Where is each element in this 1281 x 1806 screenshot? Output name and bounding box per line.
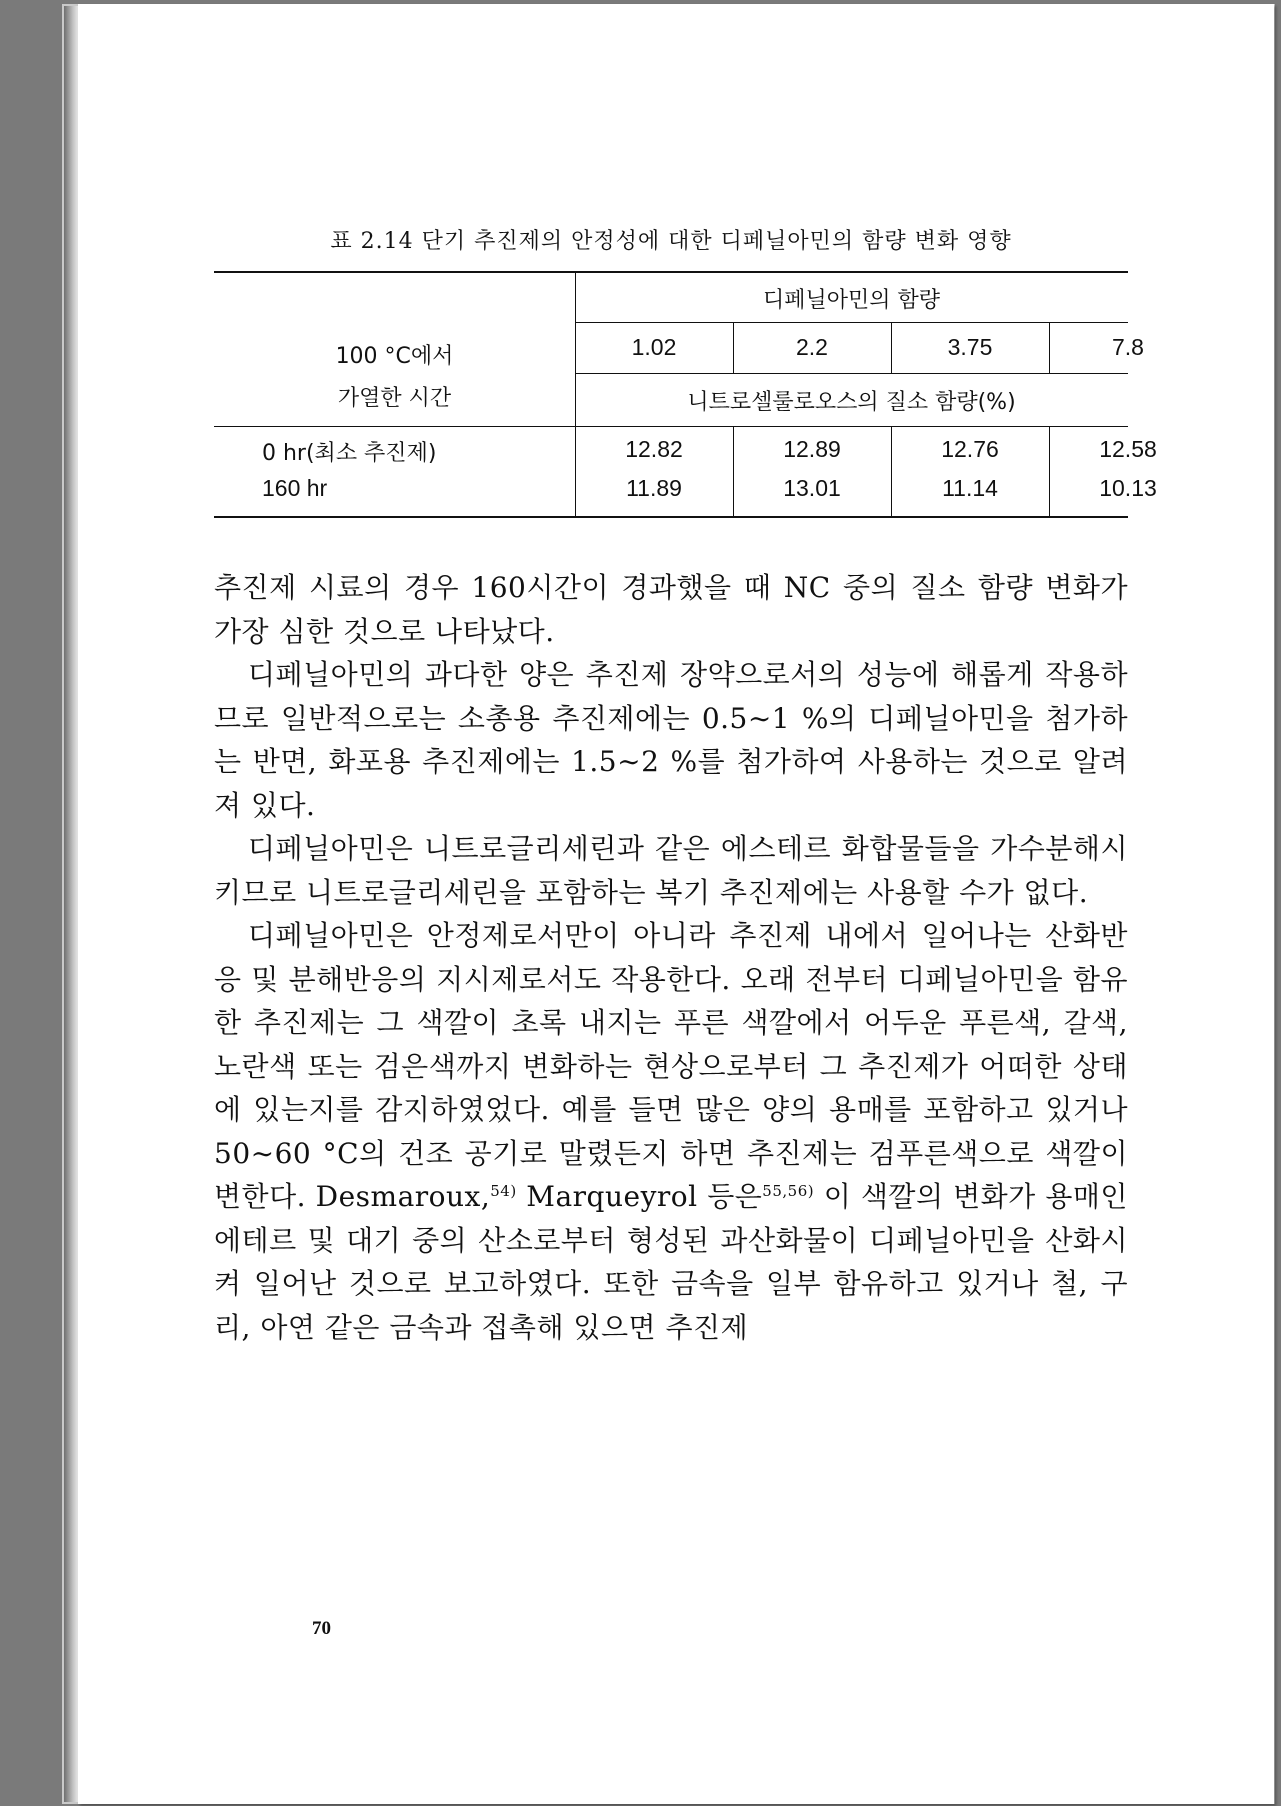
paragraph-text: Marqueyrol 등은 (516, 1180, 763, 1213)
table-rule (575, 373, 1128, 374)
row-header-line2: 가열한 시간 (337, 386, 452, 411)
table-cell: 11.89 (626, 475, 682, 501)
page-number: 70 (312, 1618, 331, 1639)
table-top-rule (214, 271, 1128, 273)
table-cell: 13.01 (783, 475, 841, 501)
book-page (78, 4, 1274, 1804)
paragraph-text: 디페닐아민은 안정제로서만이 아니라 추진제 내에서 일어나는 산화반응 및 분해반응의 지시제로서도 작용한다. 오래 전부터 디페닐아민을 함유한 추진제는 그 색깔이 초록 내지는 푸른 색깔에서 어두운 푸른색, 갈색, 노란색 또는 검은색까지 변화하는 현상으로부터 그 추진제가 어떠한 상태에 있는지를 감지하였었다. 예를 들면 많은 양의 용매를 포함하고 있거나 50∼60 °C의 건조 공기로 말렸든지 하면 추진제는 검푸른색으로 색깔이 변한다. Desmaroux, (214, 919, 1128, 1213)
paragraph (214, 914, 1128, 1349)
paragraph: 추진제 시료의 경우 160시간이 경과했을 때 NC 중의 질소 함량 변화가 가장 심한 것으로 나타났다. (214, 571, 1128, 648)
table-cell: 11.14 (942, 475, 998, 501)
table-caption: 표 2.14 단기 추진제의 안정성에 대한 디페닐아민의 함량 변화 영향 (330, 229, 1012, 254)
table-bottom-rule (214, 516, 1128, 518)
row-header-line1: 100 °C에서 (335, 344, 454, 369)
group-header-bottom: 니트로셀룰로오스의 질소 함량(%) (687, 390, 1016, 415)
paragraph-text: 이 색깔의 변화가 용매인 에테르 및 대기 중의 산소로부터 형성된 과산화물이 디페닐아민을 산화시켜 일어난 것으로 보고하였다. 또한 금속을 일부 함유하고 있거나 철, 구리, 아연 같은 금속과 접촉해 있으면 추진제 (214, 1180, 1128, 1344)
table-cell: 12.89 (783, 436, 841, 462)
reference-marker: 54) (490, 1182, 517, 1200)
row-label: 0 hr(최소 추진제) (262, 441, 437, 466)
table-cell: 12.58 (1099, 436, 1157, 462)
column-header: 7.8 (1112, 334, 1144, 360)
table-rule (575, 322, 1128, 323)
table-cell: 12.82 (625, 436, 683, 462)
paragraph: 디페닐아민의 과다한 양은 추진제 장약으로서의 성능에 해롭게 작용하므로 일반적으로는 소총용 추진제에는 0.5∼1 %의 디페닐아민을 첨가하는 반면, 화포용 추진제에는 1.5∼2 %를 첨가하여 사용하는 것으로 알려져 있다. (214, 658, 1128, 822)
paragraph: 디페닐아민은 니트로글리세린과 같은 에스테르 화합물들을 가수분해시키므로 니트로글리세린을 포함하는 복기 추진제에는 사용할 수가 없다. (214, 832, 1128, 909)
column-header: 1.02 (631, 334, 677, 360)
column-header: 3.75 (947, 334, 993, 360)
row-label: 160 hr (262, 475, 328, 501)
reference-marker: 55,56) (762, 1182, 815, 1200)
body-text (214, 566, 1128, 1349)
group-header-top: 디페닐아민의 함량 (762, 288, 940, 313)
table-cell: 10.13 (1099, 475, 1157, 501)
table-header-rule (214, 426, 1128, 427)
column-header: 2.2 (796, 334, 828, 360)
table-cell: 12.76 (941, 436, 999, 462)
page-edge (64, 6, 78, 1802)
